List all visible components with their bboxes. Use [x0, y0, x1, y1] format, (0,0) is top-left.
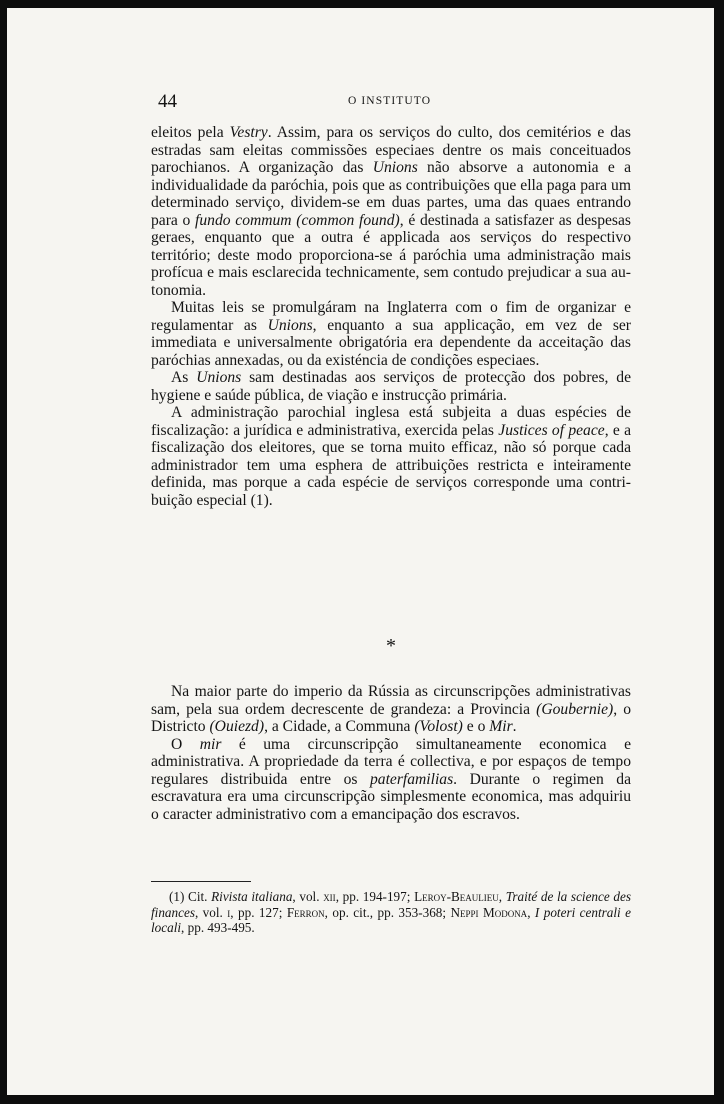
italic-text: paterfamilias — [369, 770, 454, 788]
text-run: , enquanto a sua applicação, em vez de ser immediata e universalmente obrigatória era dependente da acceitação das paróchias annexadas, ou da existéncia de condições especiaes. — [151, 316, 632, 369]
italic-text: (Volost) — [414, 718, 463, 735]
small-caps-text: xii — [323, 889, 336, 904]
footnote — [151, 889, 631, 936]
text-run: , vol. — [292, 889, 324, 904]
small-caps-text: i — [227, 904, 231, 920]
running-head: O INSTITUTO — [348, 95, 432, 107]
italic-text: Justices of peace — [498, 421, 605, 439]
paragraph — [151, 736, 631, 824]
text-run: é uma circunscripção simultaneamente economica e administrativa. A propriedade da terra é collectiva, e por espaços de tempo regulares distribuida entre os — [151, 735, 631, 788]
text-run: , pp. 127; — [230, 904, 287, 920]
text-run: As — [171, 369, 197, 386]
italic-text: Unions — [372, 159, 418, 176]
text-run: sam destinadas aos serviços de protecção dos pobres, de hygiene e saúde pública, de viação e instrucção primária. — [151, 369, 632, 404]
small-caps-text: Leroy-Beaulieu — [414, 889, 499, 904]
text-run: , é destinada a satisfazer as despesas geraes, enquanto que a outra é applicada aos serviços do respectivo território; deste modo proporciona-se á paróchia uma administração mais profícua e mais esclarecida technicamente, sem contudo prejudicar a sua autonomia. — [151, 211, 631, 299]
text-run: , pp. 194-197; — [335, 889, 415, 904]
footnote-rule — [151, 881, 251, 882]
italic-text: Unions — [196, 369, 242, 386]
paragraph — [151, 369, 631, 404]
italic-text: fundo commum (common found) — [195, 211, 400, 229]
italic-text: Rivista italiana — [211, 889, 293, 904]
section-unions — [151, 124, 631, 509]
text-run: (1) Cit. — [169, 889, 212, 904]
text-run: . Assim, para os serviços do culto, dos cemitérios e das estradas sam eleitas commissões especiaes dentre os mais conceituados parochianos. A organização das — [151, 124, 631, 176]
paragraph — [151, 299, 631, 369]
text-run: . Durante o regimen da escravatura era uma circunscripção simplesmente economica, mas adquiriu o caracter administrativo com a emancipação dos escravos. — [151, 770, 631, 823]
text-run: Muitas leis se promulgáram na Inglaterra com o fim de organizar e regulamentar as — [151, 299, 631, 334]
footnote-paragraph — [151, 889, 631, 936]
text-run: , — [527, 904, 535, 920]
small-caps-text: Neppi Modona — [450, 904, 528, 920]
text-run: Na maior parte do imperio da Rússia as circunscripções administrativas sam, pela sua ordem decrescente de grandeza: a Provincia — [151, 683, 631, 718]
text-run: , e a fiscalização dos eleitores, que se torna muito efficaz, não só porque cada administrador tem uma esphera de attribuições restricta e inteiramente definida, mas porque a cada espécie de serviços corresponde uma contribuição especial (1). — [151, 421, 631, 509]
page-number: 44 — [158, 91, 177, 112]
text-run: . — [512, 718, 517, 735]
italic-text: Unions — [267, 316, 313, 334]
text-run: não absorve a autonomia e a individualidade da paróchia, pois que as contribuições que ella paga para um determinado serviço, dividem-se em duas partes, uma das quaes entrando para o — [151, 159, 631, 229]
paragraph — [151, 404, 631, 509]
text-run: , pp. 493-495. — [181, 920, 255, 935]
section-russia — [151, 683, 631, 823]
italic-text: (Goubernie) — [536, 700, 614, 718]
text-run: , vol. — [194, 904, 228, 920]
text-run: , o Districto — [151, 700, 632, 735]
paragraph — [151, 683, 631, 736]
text-run: O — [171, 735, 200, 753]
italic-text: Traité de la science des finances — [151, 889, 631, 920]
text-run: , — [498, 889, 506, 904]
italic-text: mir — [199, 735, 222, 753]
text-run: , op. cit., pp. 353-368; — [324, 904, 451, 920]
page-header — [158, 91, 638, 115]
text-run: A administração parochial inglesa está subjeita a duas espécies de fiscalização: a jurídica e administrativa, exercida pelas — [151, 404, 631, 439]
section-separator: * — [386, 635, 396, 657]
italic-text: (Ouiezd) — [209, 718, 265, 735]
text-run: eleitos pela — [151, 124, 230, 141]
text-run: , a Cidade, a Communa — [264, 718, 415, 735]
italic-text: Mir — [489, 718, 513, 735]
small-caps-text: Ferron — [286, 904, 325, 920]
italic-text: I poteri centrali e locali — [151, 904, 631, 935]
text-run: e o — [462, 718, 490, 735]
italic-text: Vestry — [229, 124, 268, 141]
paragraph — [151, 124, 631, 299]
